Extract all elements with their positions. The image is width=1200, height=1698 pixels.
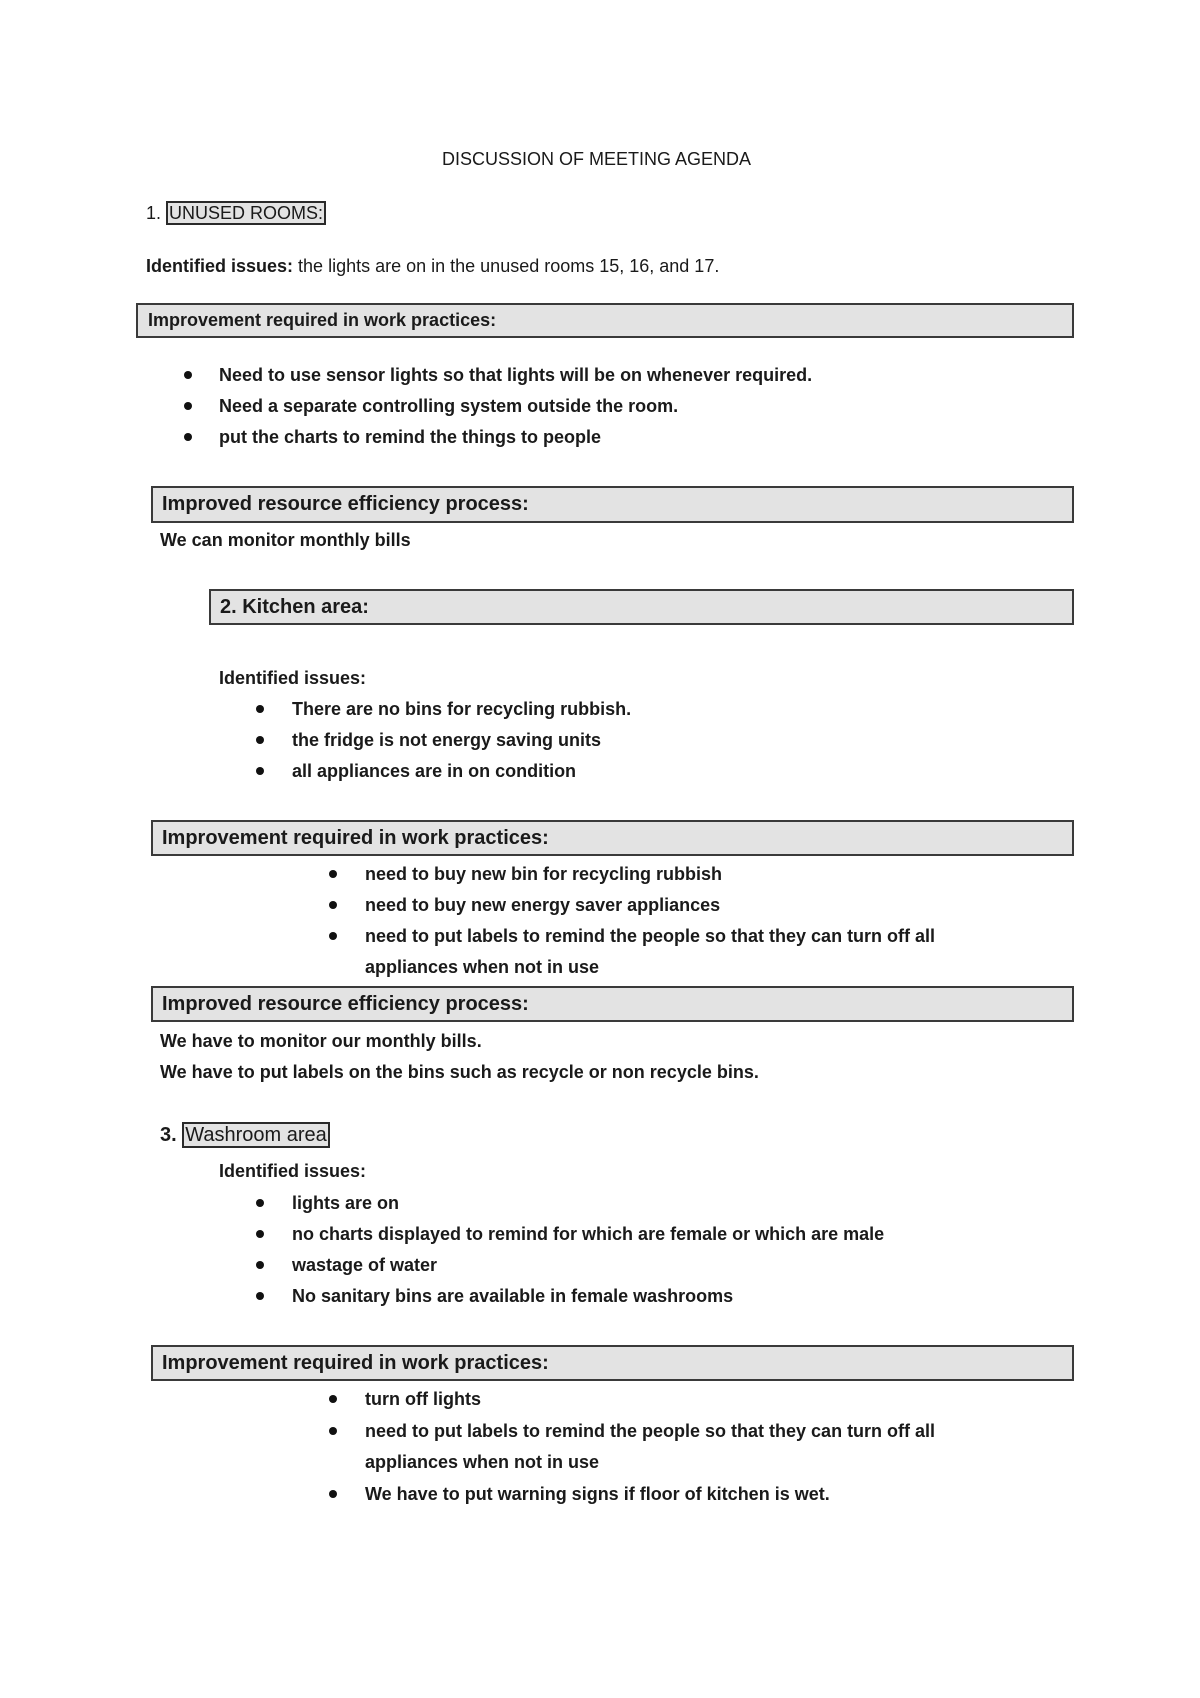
section-2-efficiency-heading: Improved resource efficiency process: [151, 986, 1074, 1022]
bullet-icon [184, 402, 192, 410]
section-3-issue-item: No sanitary bins are available in female washrooms [292, 1286, 734, 1306]
page-title: DISCUSSION OF MEETING AGENDA [442, 149, 752, 169]
bullet-icon [329, 1395, 337, 1403]
section-1-improvement-heading: Improvement required in work practices: [136, 303, 1074, 338]
section-1-issues [146, 256, 719, 277]
section-1-issues-text: the lights are on in the unused rooms 15, 16, and 17. [293, 256, 720, 276]
section-3-issues-label: Identified issues: [219, 1161, 367, 1181]
section-2-efficiency-line: We have to put labels on the bins such as recycle or non recycle bins. [160, 1062, 759, 1082]
section-3-issue-item: lights are on [292, 1193, 400, 1213]
section-1-title: UNUSED ROOMS: [166, 201, 326, 225]
bullet-icon [256, 1230, 264, 1238]
section-1-efficiency-heading: Improved resource efficiency process: [151, 486, 1074, 523]
bullet-icon [329, 932, 337, 940]
section-2-improvement-item: need to put labels to remind the people so that they can turn off all [365, 926, 936, 946]
section-2-issue-item: There are no bins for recycling rubbish. [292, 699, 632, 719]
bullet-icon [184, 371, 192, 379]
section-1-improvement-item: put the charts to remind the things to people [219, 427, 602, 447]
section-1-issues-label: Identified issues: [146, 256, 294, 276]
section-1-number: 1. [146, 203, 162, 223]
section-1-improvement-item: Need to use sensor lights so that lights will be on whenever required. [219, 365, 813, 385]
section-1-efficiency-text: We can monitor monthly bills [160, 530, 411, 550]
section-1-heading [146, 203, 326, 224]
bullet-icon [256, 1199, 264, 1207]
section-2-efficiency-line: We have to monitor our monthly bills. [160, 1031, 482, 1051]
section-3-improvement-item: We have to put warning signs if floor of kitchen is wet. [365, 1484, 830, 1504]
section-2-improvement-item: need to buy new energy saver appliances [365, 895, 721, 915]
section-2-improvement-item-continued: appliances when not in use [365, 957, 600, 977]
section-2-issues-label: Identified issues: [219, 668, 367, 688]
bullet-icon [329, 1490, 337, 1498]
section-3-improvement-item: turn off lights [365, 1389, 481, 1409]
section-3-improvement-item-continued: appliances when not in use [365, 1452, 600, 1472]
bullet-icon [329, 870, 337, 878]
section-3-heading [160, 1124, 330, 1147]
section-2-improvement-heading: Improvement required in work practices: [151, 820, 1074, 856]
bullet-icon [256, 1261, 264, 1269]
section-2-improvement-item: need to buy new bin for recycling rubbish [365, 864, 723, 884]
bullet-icon [329, 1427, 337, 1435]
section-3-number: 3. [160, 1124, 177, 1146]
bullet-icon [256, 767, 264, 775]
bullet-icon [184, 433, 192, 441]
section-2-heading: 2. Kitchen area: [209, 589, 1074, 625]
section-3-issue-item: wastage of water [292, 1255, 438, 1275]
section-1-improvement-item: Need a separate controlling system outside the room. [219, 396, 679, 416]
bullet-icon [329, 901, 337, 909]
bullet-icon [256, 736, 264, 744]
section-2-issue-item: the fridge is not energy saving units [292, 730, 602, 750]
section-3-improvement-heading: Improvement required in work practices: [151, 1345, 1074, 1381]
bullet-icon [256, 705, 264, 713]
section-2-issue-item: all appliances are in on condition [292, 761, 577, 781]
section-3-issue-item: no charts displayed to remind for which are female or which are male [292, 1224, 885, 1244]
section-3-title: Washroom area [182, 1122, 330, 1148]
section-3-improvement-item: need to put labels to remind the people so that they can turn off all [365, 1421, 936, 1441]
bullet-icon [256, 1292, 264, 1300]
